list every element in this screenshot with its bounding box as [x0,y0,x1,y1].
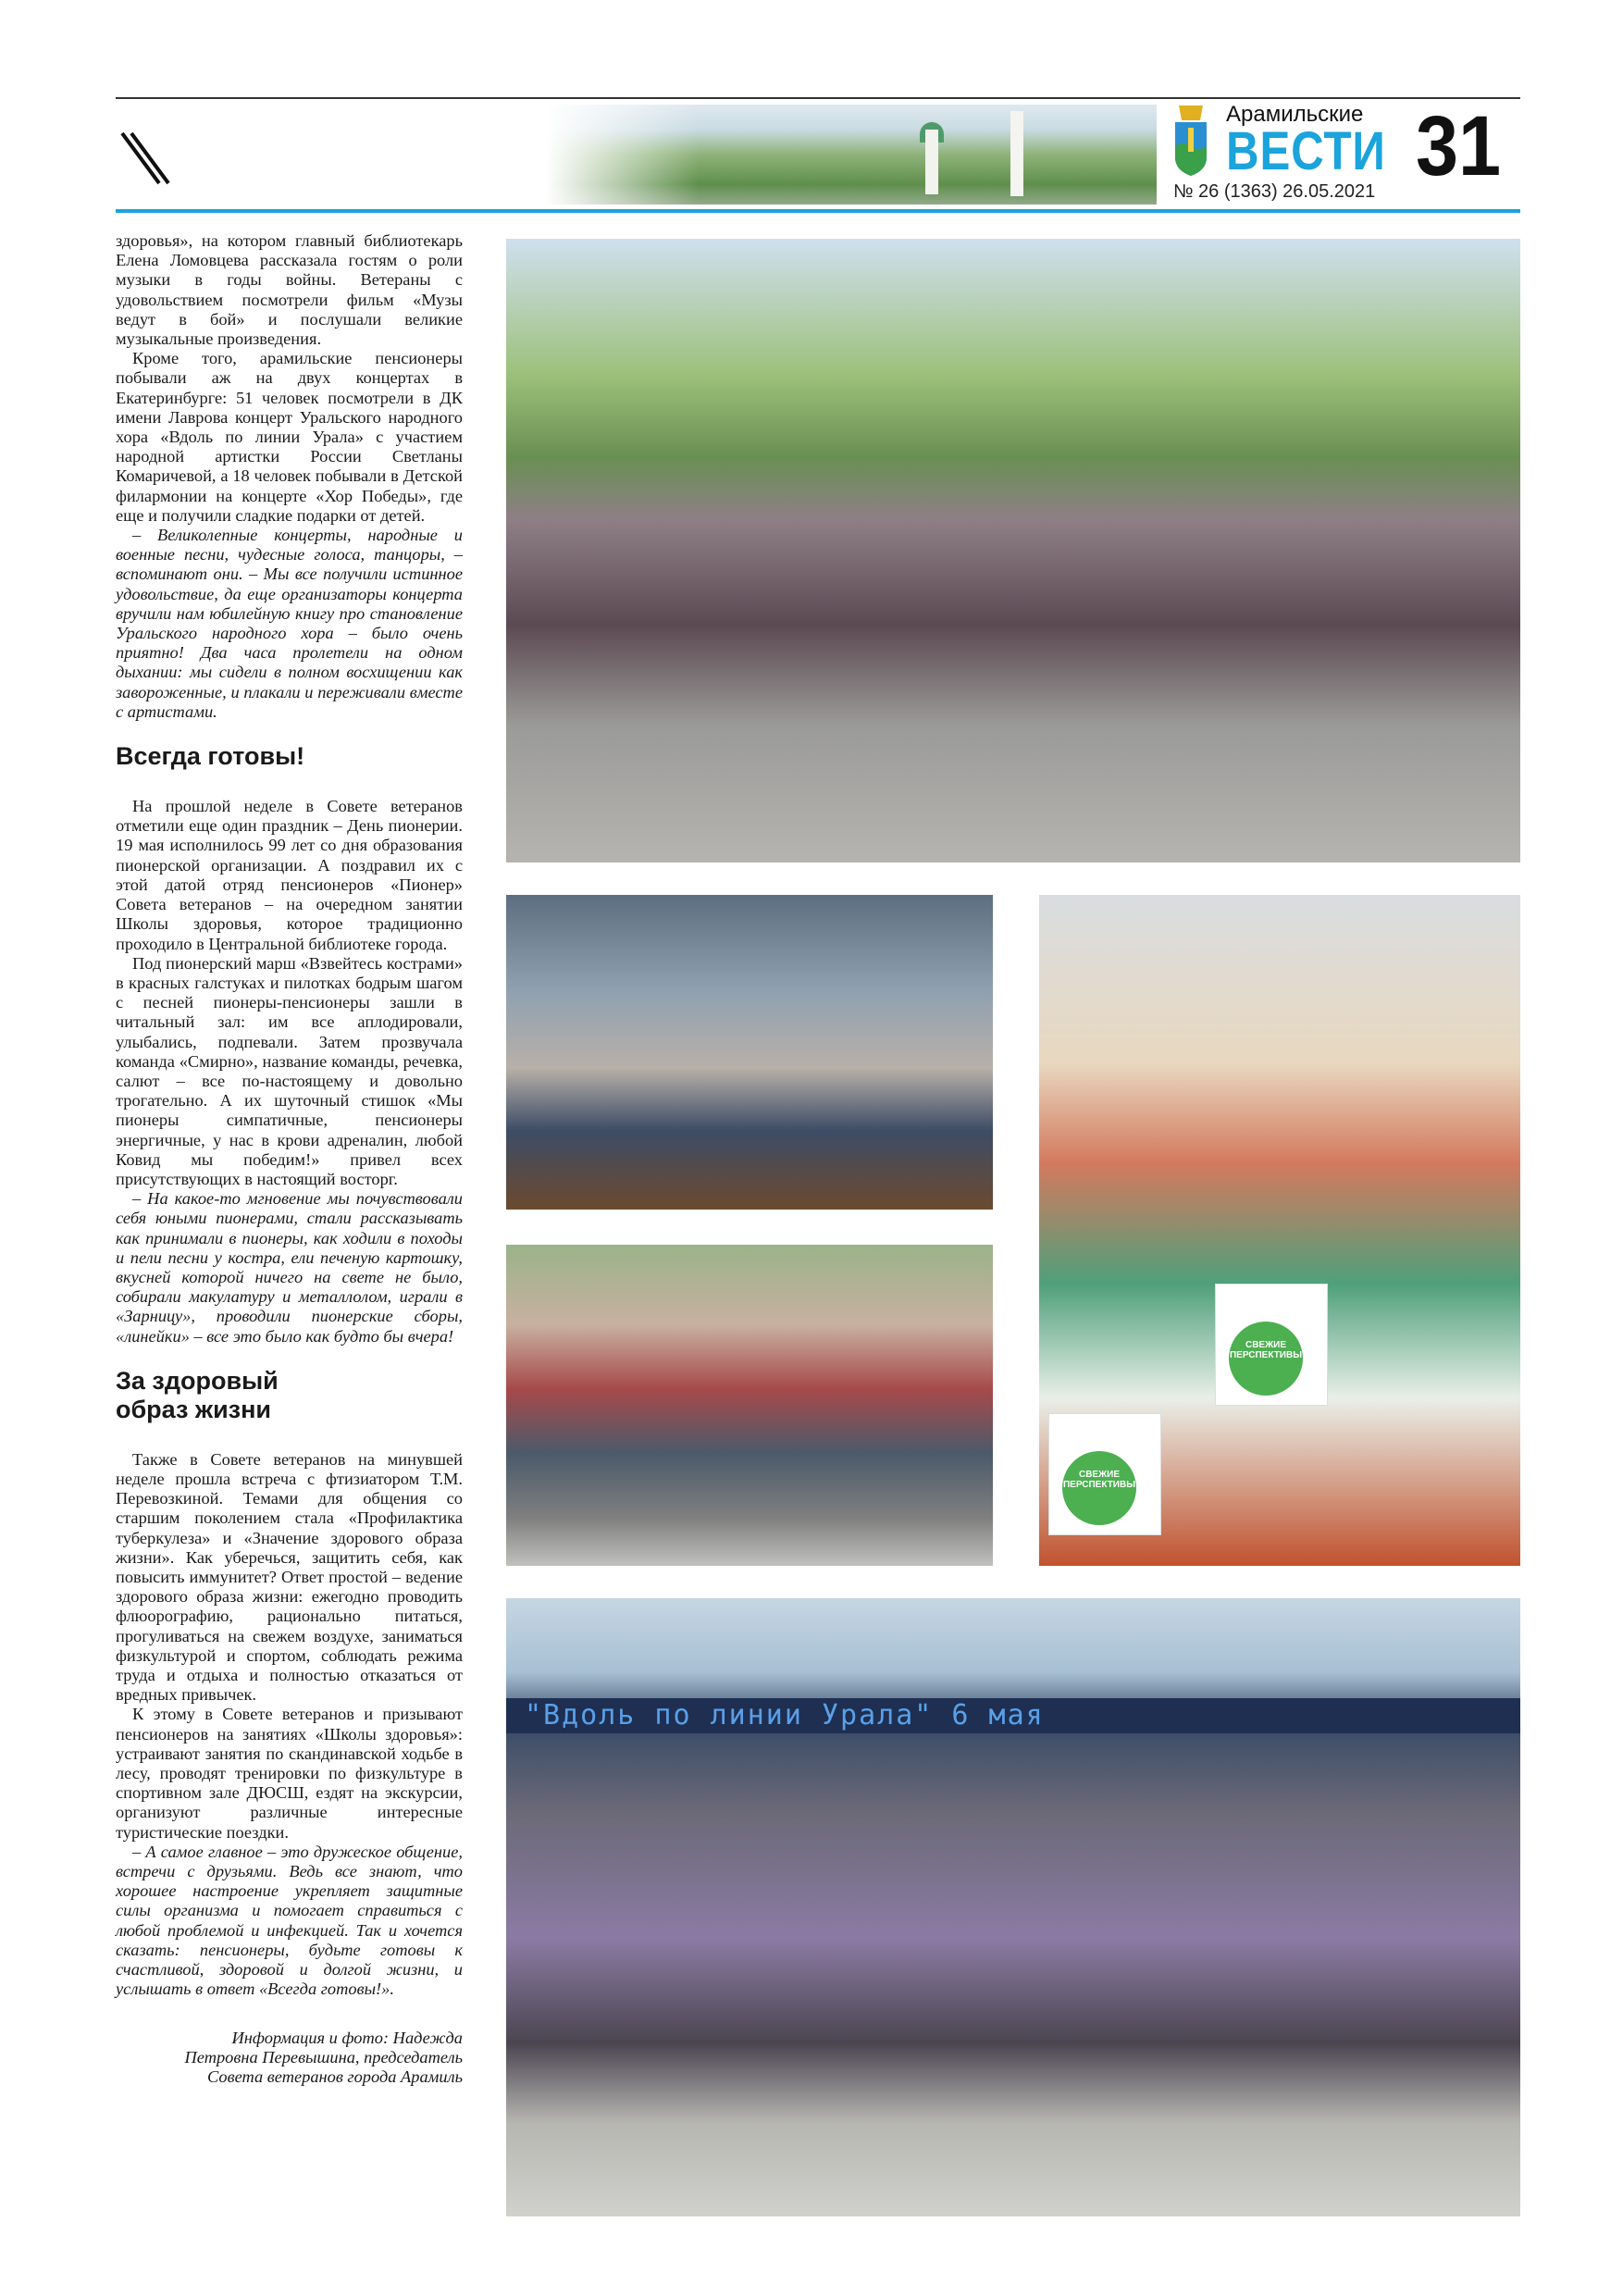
photo-women-with-flowers [506,1245,993,1566]
article-column [116,231,463,2087]
section2-block [116,1450,463,2000]
photo-veterans-group-monument [506,239,1520,863]
heading-line: образ жизни [116,1395,271,1423]
paragraph: здоровья», на котором главный библиотекарь Елена Ломовцева рассказала гостям о роли музыки в годы войны. Ветераны с удовольствием посмотрели фильм «Музы ведут в бой» и послушали великие музыкальные произведения. [116,231,463,349]
paragraph: Также в Совете ветеранов на минувшей неделе прошла встреча с фтизиатором Т.М. Перевозкиной. Темами для общения со старшим поколением стала «Профилактика туберкулеза» и «Значение здорового образа жизни». Как уберечься, защитить себя, как повысить иммунитет? Ответ простой – ведение здорового образа жизни: ежегодно проводить флюорографию, рационально питаться, прогуливаться на свежем воздухе, заниматься физкультурой и спортом, соблюдать режима труда и отдыха и полностью отказаться от вредных привычек. [116,1449,463,1705]
credit-line: Петровна Перевышина, председатель [184,2048,463,2067]
paragraph: К этому в Совете ветеранов и призывают пенсионеров на занятиях «Школы здоровья»: устраивают занятия по скандинавской ходьбе в лесу, проводят тренировки по физкультуре в спортивном зале ДЮСШ, ездят на экскурсии, организуют различные интересные туристические поездки. [116,1705,463,1842]
bell-tower [1010,111,1023,196]
church-body [925,130,938,194]
paragraph: Под пионерский марш «Взвейтесь кострами» в красных галстуках и пилотках бодрым шагом с песней пионеры-пенсионеры зашли в читальный зал: им все аплодировали, улыбались, подпевали. Затем прозвучала команда «Смирно», название команды, речевка, салют – все по-настоящему и довольно трогательно. А их шуточный стишок «Мы пионеры симпатичные, пенсионеры энергичные, у нас в крови адреналин, любой Ковид мы победим!» привел всех присутствующих в настоящий восторг. [116,953,463,1188]
paragraph: На прошлой неделе в Совете ветеранов отметили еще один праздник – День пионерии. 19 мая исполнилось 99 лет со дня образования пионерской организации. А поздравил их с этой датой отряд пенсионеров «Пионер» Совета ветеранов – на очередном занятии Школы здоровья, которое традиционно проходило в Центральной библиотеке города. [116,797,463,953]
gift-bag [1215,1284,1328,1406]
paragraph: – Великолепные концерты, народные и военные песни, чудесные голоса, танцоры, – вспоминают они. – Мы все получили истинное удовольствие, да еще организаторы концерта вручили нам юбилейную книгу про становление Уральского народного хора – было очень приятно! Два часа пролетели на одном дыхании: мы сидели в полном восхищении как завороженные, и плакали и переживали вместе с артистами. [116,526,463,721]
led-sign: "Вдоль по линии Урала" 6 мая [506,1698,1520,1733]
bag-label: СВЕЖИЕ ПЕРСПЕКТИВЫ [1229,1322,1303,1396]
gift-bag [1048,1413,1161,1535]
town-crest-icon [1173,104,1208,178]
photo-library-audience [506,895,993,1210]
top-rule [116,97,1520,99]
paragraph: – На какое-то мгновение мы почувствовали себя юными пионерами, стали рассказывать как принимали в пионеры, как ходили в походы и пели песни у костра, ели печеную картошку, вкусней которой ничего на свете не было, собирали макулатуру и металлолом, играли в «Зарницу», проводили пионерские сборы, «линейки» – все это было как будто бы вчера! [116,1189,463,1346]
section1-block [116,797,463,1347]
photo-group-on-steps [506,1598,1520,2216]
credit-line: Информация и фото: Надежда [231,2029,463,2048]
issue-info: № 26 (1363) 26.05.2021 [1173,181,1376,202]
paragraph: Кроме того, арамильские пенсионеры побывали аж на двух концертах в Екатеринбурге: 51 человек посмотрели в ДК имени Лаврова концерт Уральского народного хора «Вдоль по линии Урала» с участием народной артистки России Светланы Комаричевой, а 18 человек побывали в Детской филармонии на концерте «Хор Победы», где еще и получили сладкие подарки от детей. [116,349,463,525]
credit-line: Совета ветеранов города Арамиль [207,2067,463,2087]
masthead-title-small: Арамильские [1226,102,1364,127]
intro-block [116,231,463,722]
masthead-title: ВЕСТИ [1226,121,1386,181]
section-heading-always-ready: Всегда готовы! [116,742,305,771]
photo-credit [116,2029,463,2087]
paragraph: – А самое главное – это дружеское общение, встречи с друзьями. Ведь все знают, что хорошее настроение укрепляет защитные силы организма и помогает справиться с любой проблемой и инфекцией. Так и хочется сказать: пенсионеры, будьте готовы к счастливой, здоровой и долгой жизни, и услышать в ответ «Всегда готовы!». [116,1842,463,1999]
heading-line: За здоровый [116,1366,279,1395]
section-heading-healthy-life [116,1367,463,1424]
header-blue-rule [116,209,1520,213]
header-town-banner [546,105,1157,205]
page-number: 31 [1416,99,1502,193]
photo-gift-bags [1039,895,1520,1566]
bag-label: СВЕЖИЕ ПЕРСПЕКТИВЫ [1062,1451,1136,1525]
section-slashes-icon [118,130,174,185]
